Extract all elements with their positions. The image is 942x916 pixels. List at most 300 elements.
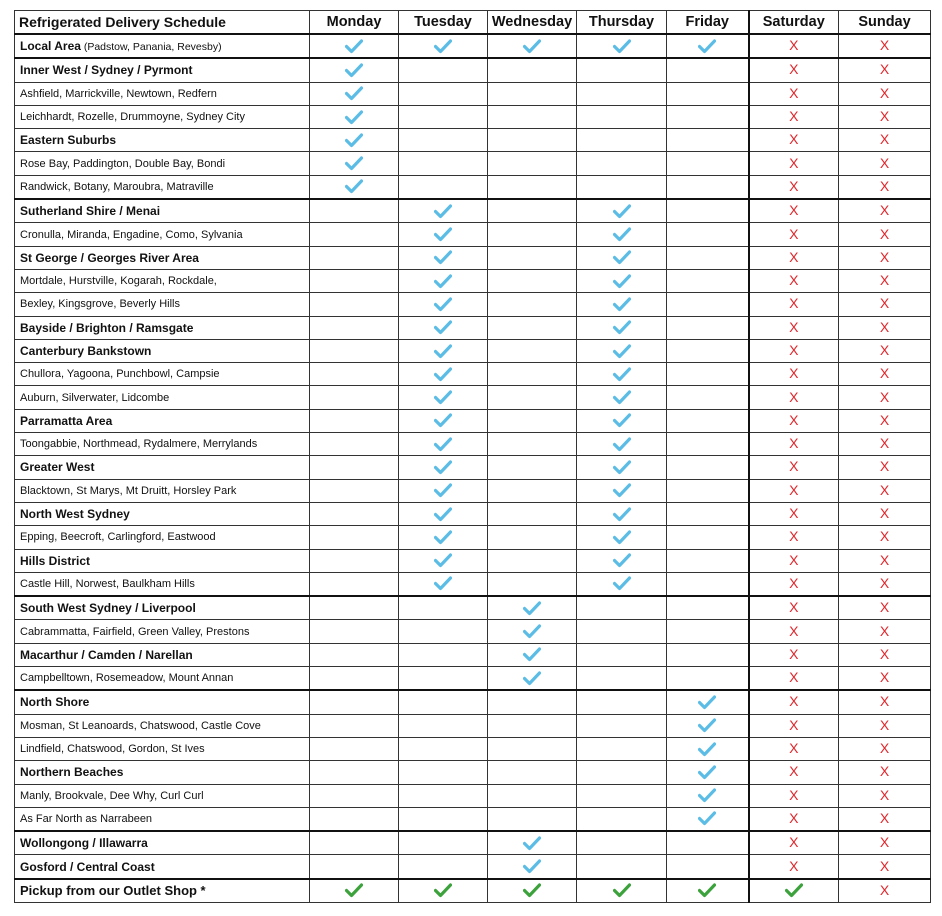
area-cell: [15, 502, 310, 525]
area-name: Bexley, Kingsgrove, Beverly Hills: [20, 298, 180, 311]
cross-icon: X: [879, 295, 890, 312]
day-cell-thursday: [577, 34, 667, 58]
area-name: Cronulla, Miranda, Engadine, Como, Sylvania: [20, 228, 243, 241]
cross-icon: X: [789, 177, 799, 194]
day-cell-wednesday: [488, 526, 577, 549]
day-cell-saturday: [749, 82, 839, 105]
day-cell-monday: [310, 269, 399, 292]
check-icon: [488, 647, 576, 662]
day-cell-wednesday: [488, 34, 577, 58]
table-row: [15, 175, 931, 199]
table-row: [15, 152, 931, 175]
day-cell-monday: [310, 339, 399, 362]
table-row: [15, 690, 931, 714]
day-cell-tuesday: [399, 714, 488, 737]
cross-icon: X: [879, 574, 890, 591]
check-icon: [577, 320, 666, 335]
check-icon: [488, 624, 576, 639]
area-name: Wollongong / Illawarra: [20, 836, 148, 851]
check-icon: [310, 883, 398, 898]
day-cell-sunday: [839, 199, 931, 223]
area-cell: [15, 572, 310, 596]
pickup-row: [15, 879, 931, 903]
check-icon: [310, 86, 398, 101]
day-cell-friday: [667, 784, 749, 807]
check-icon: [310, 133, 398, 148]
check-icon: [577, 274, 666, 289]
day-cell-monday: [310, 363, 399, 386]
day-cell-saturday: [749, 175, 839, 199]
table-row: [15, 620, 931, 643]
day-cell-tuesday: [399, 363, 488, 386]
check-icon: [577, 530, 666, 545]
cross-icon: X: [789, 574, 799, 591]
area-cell: [15, 223, 310, 246]
day-cell-sunday: [839, 34, 931, 58]
day-cell-sunday: [839, 620, 931, 643]
area-suburbs: (Padstow, Panania, Revesby): [80, 41, 222, 54]
day-cell-friday: [667, 175, 749, 199]
day-cell-monday: [310, 386, 399, 409]
day-cell-saturday: [749, 199, 839, 223]
day-cell-saturday: [749, 34, 839, 58]
area-cell: [15, 596, 310, 620]
day-cell-friday: [667, 293, 749, 316]
day-cell-saturday: [749, 643, 839, 666]
day-cell-thursday: [577, 223, 667, 246]
check-icon: [488, 859, 576, 874]
day-cell-sunday: [839, 409, 931, 432]
day-cell-monday: [310, 667, 399, 691]
day-cell-sunday: [839, 526, 931, 549]
day-cell-friday: [667, 58, 749, 82]
day-cell-saturday: [749, 152, 839, 175]
check-icon: [667, 765, 748, 780]
area-name: Rose Bay, Paddington, Double Bay, Bondi: [20, 157, 226, 170]
cross-icon: X: [789, 154, 799, 171]
check-icon: [667, 695, 748, 710]
day-cell-sunday: [839, 784, 931, 807]
area-cell: [15, 879, 310, 903]
day-cell-monday: [310, 831, 399, 855]
check-icon: [310, 39, 398, 54]
day-cell-thursday: [577, 82, 667, 105]
day-cell-sunday: [839, 479, 931, 502]
area-cell: [15, 714, 310, 737]
table-row: [15, 129, 931, 152]
day-cell-saturday: [749, 690, 839, 714]
day-cell-thursday: [577, 269, 667, 292]
day-cell-saturday: [749, 807, 839, 831]
area-name: Northern Beaches: [20, 765, 124, 780]
table-row: [15, 293, 931, 316]
cross-icon: X: [789, 61, 799, 78]
cross-icon: X: [789, 505, 799, 522]
table-row: [15, 502, 931, 525]
day-cell-sunday: [839, 339, 931, 362]
cross-icon: X: [789, 599, 799, 616]
cross-icon: X: [789, 551, 799, 568]
day-cell-friday: [667, 82, 749, 105]
day-cell-tuesday: [399, 199, 488, 223]
check-icon: [399, 413, 487, 428]
check-icon: [577, 227, 666, 242]
day-cell-monday: [310, 199, 399, 223]
day-cell-sunday: [839, 714, 931, 737]
area-name: Pickup from our Outlet Shop *: [20, 883, 206, 899]
day-cell-monday: [310, 246, 399, 269]
day-cell-tuesday: [399, 456, 488, 479]
table-row: [15, 433, 931, 456]
day-cell-thursday: [577, 855, 667, 879]
area-name: Inner West / Sydney / Pyrmont: [20, 63, 193, 78]
day-cell-tuesday: [399, 223, 488, 246]
day-cell-tuesday: [399, 82, 488, 105]
check-icon: [399, 320, 487, 335]
day-cell-monday: [310, 456, 399, 479]
cross-icon: X: [879, 716, 890, 733]
area-name: Blacktown, St Marys, Mt Druitt, Horsley Park: [20, 484, 237, 497]
day-cell-wednesday: [488, 761, 577, 784]
day-cell-thursday: [577, 572, 667, 596]
cross-icon: X: [789, 388, 799, 405]
area-name: Randwick, Botany, Maroubra, Matraville: [20, 180, 214, 193]
cross-icon: X: [789, 528, 799, 545]
day-cell-thursday: [577, 199, 667, 223]
day-cell-thursday: [577, 433, 667, 456]
area-cell: [15, 643, 310, 666]
day-cell-thursday: [577, 596, 667, 620]
day-cell-wednesday: [488, 479, 577, 502]
day-cell-tuesday: [399, 643, 488, 666]
day-cell-wednesday: [488, 433, 577, 456]
day-cell-wednesday: [488, 807, 577, 831]
cross-icon: X: [789, 411, 799, 428]
day-cell-wednesday: [488, 667, 577, 691]
day-cell-saturday: [749, 714, 839, 737]
day-cell-monday: [310, 643, 399, 666]
check-icon: [577, 576, 666, 591]
cross-icon: X: [789, 108, 799, 125]
check-icon: [577, 390, 666, 405]
check-icon: [310, 110, 398, 125]
cross-icon: X: [879, 202, 890, 219]
day-cell-sunday: [839, 549, 931, 572]
day-cell-thursday: [577, 620, 667, 643]
table-row: [15, 784, 931, 807]
check-icon: [577, 483, 666, 498]
check-icon: [577, 460, 666, 475]
day-cell-saturday: [749, 386, 839, 409]
cross-icon: X: [879, 786, 890, 803]
area-name: Chullora, Yagoona, Punchbowl, Campsie: [20, 368, 220, 381]
cross-icon: X: [789, 740, 799, 757]
day-cell-friday: [667, 433, 749, 456]
area-cell: [15, 690, 310, 714]
cross-icon: X: [879, 154, 890, 171]
cross-icon: X: [789, 272, 799, 289]
table-row: [15, 737, 931, 760]
day-cell-saturday: [749, 737, 839, 760]
table-row: [15, 246, 931, 269]
day-header-tuesday: Tuesday: [399, 11, 488, 35]
table-row: [15, 316, 931, 339]
day-cell-tuesday: [399, 479, 488, 502]
day-cell-saturday: [749, 269, 839, 292]
day-cell-sunday: [839, 293, 931, 316]
cross-icon: X: [879, 388, 890, 405]
cross-icon: X: [879, 177, 890, 194]
day-cell-monday: [310, 526, 399, 549]
area-name: Ashfield, Marrickville, Newtown, Redfern: [20, 87, 217, 100]
day-cell-friday: [667, 479, 749, 502]
day-cell-thursday: [577, 456, 667, 479]
cross-icon: X: [789, 365, 799, 382]
day-cell-sunday: [839, 58, 931, 82]
day-cell-tuesday: [399, 784, 488, 807]
day-cell-friday: [667, 269, 749, 292]
cross-icon: X: [879, 131, 890, 148]
area-name: Cabrammatta, Fairfield, Green Valley, Prestons: [20, 625, 250, 638]
table-row: [15, 643, 931, 666]
area-name: Local Area: [20, 39, 81, 54]
cross-icon: X: [789, 622, 799, 639]
day-cell-wednesday: [488, 502, 577, 525]
check-icon: [399, 227, 487, 242]
cross-icon: X: [789, 37, 799, 54]
cross-icon: X: [879, 693, 890, 710]
day-cell-sunday: [839, 572, 931, 596]
day-cell-wednesday: [488, 643, 577, 666]
day-cell-saturday: [749, 293, 839, 316]
table-row: [15, 549, 931, 572]
area-name: Bayside / Brighton / Ramsgate: [20, 320, 194, 335]
area-name: Campbelltown, Rosemeadow, Mount Annan: [20, 672, 234, 685]
area-name: Macarthur / Camden / Narellan: [20, 647, 193, 662]
area-cell: [15, 761, 310, 784]
schedule-body: [15, 34, 931, 902]
area-name: Toongabbie, Northmead, Rydalmere, Merrylands: [20, 438, 258, 451]
day-cell-friday: [667, 667, 749, 691]
day-cell-tuesday: [399, 690, 488, 714]
day-cell-friday: [667, 246, 749, 269]
day-cell-thursday: [577, 831, 667, 855]
check-icon: [577, 883, 666, 898]
cross-icon: X: [879, 318, 890, 335]
table-row: [15, 855, 931, 879]
area-name: Gosford / Central Coast: [20, 859, 155, 874]
day-cell-sunday: [839, 807, 931, 831]
cross-icon: X: [879, 857, 890, 874]
day-cell-monday: [310, 690, 399, 714]
day-cell-thursday: [577, 714, 667, 737]
table-row: [15, 58, 931, 82]
day-cell-monday: [310, 879, 399, 903]
cross-icon: X: [879, 61, 890, 78]
day-cell-tuesday: [399, 502, 488, 525]
area-cell: [15, 316, 310, 339]
day-cell-friday: [667, 129, 749, 152]
day-cell-thursday: [577, 58, 667, 82]
day-cell-saturday: [749, 526, 839, 549]
day-cell-sunday: [839, 667, 931, 691]
area-cell: [15, 526, 310, 549]
day-cell-thursday: [577, 737, 667, 760]
day-cell-thursday: [577, 246, 667, 269]
check-icon: [399, 297, 487, 312]
area-cell: [15, 479, 310, 502]
check-icon: [577, 344, 666, 359]
table-row: [15, 456, 931, 479]
check-icon: [577, 553, 666, 568]
day-cell-sunday: [839, 456, 931, 479]
check-icon: [750, 883, 839, 898]
cross-icon: X: [879, 505, 890, 522]
day-header-monday: Monday: [310, 11, 399, 35]
day-cell-saturday: [749, 316, 839, 339]
cross-icon: X: [789, 645, 799, 662]
area-cell: [15, 58, 310, 82]
day-cell-friday: [667, 643, 749, 666]
day-cell-tuesday: [399, 269, 488, 292]
day-cell-thursday: [577, 129, 667, 152]
day-cell-thursday: [577, 386, 667, 409]
cross-icon: X: [879, 834, 890, 851]
day-cell-saturday: [749, 223, 839, 246]
cross-icon: X: [879, 37, 890, 54]
day-cell-sunday: [839, 690, 931, 714]
check-icon: [399, 460, 487, 475]
day-cell-monday: [310, 761, 399, 784]
day-cell-tuesday: [399, 807, 488, 831]
day-cell-sunday: [839, 831, 931, 855]
day-header-friday: Friday: [667, 11, 749, 35]
day-cell-friday: [667, 737, 749, 760]
table-row: [15, 667, 931, 691]
day-cell-monday: [310, 223, 399, 246]
day-cell-tuesday: [399, 175, 488, 199]
cross-icon: X: [789, 248, 799, 265]
cross-icon: X: [789, 716, 799, 733]
cross-icon: X: [789, 809, 799, 826]
day-cell-tuesday: [399, 152, 488, 175]
table-row: [15, 714, 931, 737]
table-row: [15, 831, 931, 855]
area-cell: [15, 620, 310, 643]
day-cell-wednesday: [488, 879, 577, 903]
day-cell-saturday: [749, 58, 839, 82]
day-cell-saturday: [749, 761, 839, 784]
day-cell-monday: [310, 572, 399, 596]
check-icon: [577, 507, 666, 522]
check-icon: [399, 483, 487, 498]
cross-icon: X: [879, 599, 890, 616]
day-header-saturday: Saturday: [749, 11, 839, 35]
cross-icon: X: [789, 458, 799, 475]
day-cell-monday: [310, 855, 399, 879]
check-icon: [399, 530, 487, 545]
day-cell-monday: [310, 620, 399, 643]
area-cell: [15, 807, 310, 831]
check-icon: [488, 836, 576, 851]
day-cell-sunday: [839, 737, 931, 760]
day-cell-sunday: [839, 386, 931, 409]
check-icon: [310, 179, 398, 194]
day-cell-thursday: [577, 316, 667, 339]
check-icon: [577, 367, 666, 382]
cross-icon: X: [879, 622, 890, 639]
day-cell-friday: [667, 690, 749, 714]
day-cell-wednesday: [488, 339, 577, 362]
area-name: Auburn, Silverwater, Lidcombe: [20, 391, 170, 404]
check-icon: [399, 437, 487, 452]
area-name: Hills District: [20, 553, 91, 568]
day-cell-wednesday: [488, 831, 577, 855]
cross-icon: X: [789, 834, 799, 851]
day-cell-wednesday: [488, 293, 577, 316]
day-cell-friday: [667, 152, 749, 175]
day-cell-saturday: [749, 879, 839, 903]
cross-icon: X: [789, 84, 799, 101]
cross-icon: X: [879, 411, 890, 428]
day-cell-friday: [667, 502, 749, 525]
day-cell-wednesday: [488, 690, 577, 714]
day-cell-tuesday: [399, 433, 488, 456]
day-cell-saturday: [749, 667, 839, 691]
area-name: St George / Georges River Area: [20, 250, 199, 265]
day-cell-friday: [667, 526, 749, 549]
day-cell-wednesday: [488, 596, 577, 620]
area-name: Mosman, St Leanoards, Chatswood, Castle Cove: [20, 719, 261, 732]
day-cell-wednesday: [488, 784, 577, 807]
cross-icon: X: [789, 342, 799, 358]
area-name: Greater West: [20, 460, 95, 475]
day-cell-sunday: [839, 643, 931, 666]
area-cell: [15, 152, 310, 175]
check-icon: [399, 367, 487, 382]
day-cell-tuesday: [399, 105, 488, 128]
table-row: [15, 105, 931, 128]
day-cell-wednesday: [488, 620, 577, 643]
day-cell-tuesday: [399, 831, 488, 855]
day-cell-saturday: [749, 549, 839, 572]
check-icon: [399, 390, 487, 405]
cross-icon: X: [789, 225, 799, 242]
day-cell-monday: [310, 58, 399, 82]
table-row: [15, 199, 931, 223]
check-icon: [399, 553, 487, 568]
day-cell-saturday: [749, 363, 839, 386]
day-cell-saturday: [749, 479, 839, 502]
day-cell-tuesday: [399, 246, 488, 269]
area-cell: [15, 433, 310, 456]
table-row: [15, 269, 931, 292]
day-cell-wednesday: [488, 549, 577, 572]
day-cell-wednesday: [488, 105, 577, 128]
table-row: [15, 223, 931, 246]
day-cell-thursday: [577, 502, 667, 525]
check-icon: [310, 63, 398, 78]
day-cell-wednesday: [488, 129, 577, 152]
check-icon: [399, 274, 487, 289]
table-row: [15, 761, 931, 784]
check-icon: [488, 39, 576, 54]
area-name: Epping, Beecroft, Carlingford, Eastwood: [20, 531, 216, 544]
day-cell-tuesday: [399, 34, 488, 58]
day-cell-tuesday: [399, 129, 488, 152]
day-cell-thursday: [577, 152, 667, 175]
table-row: [15, 526, 931, 549]
